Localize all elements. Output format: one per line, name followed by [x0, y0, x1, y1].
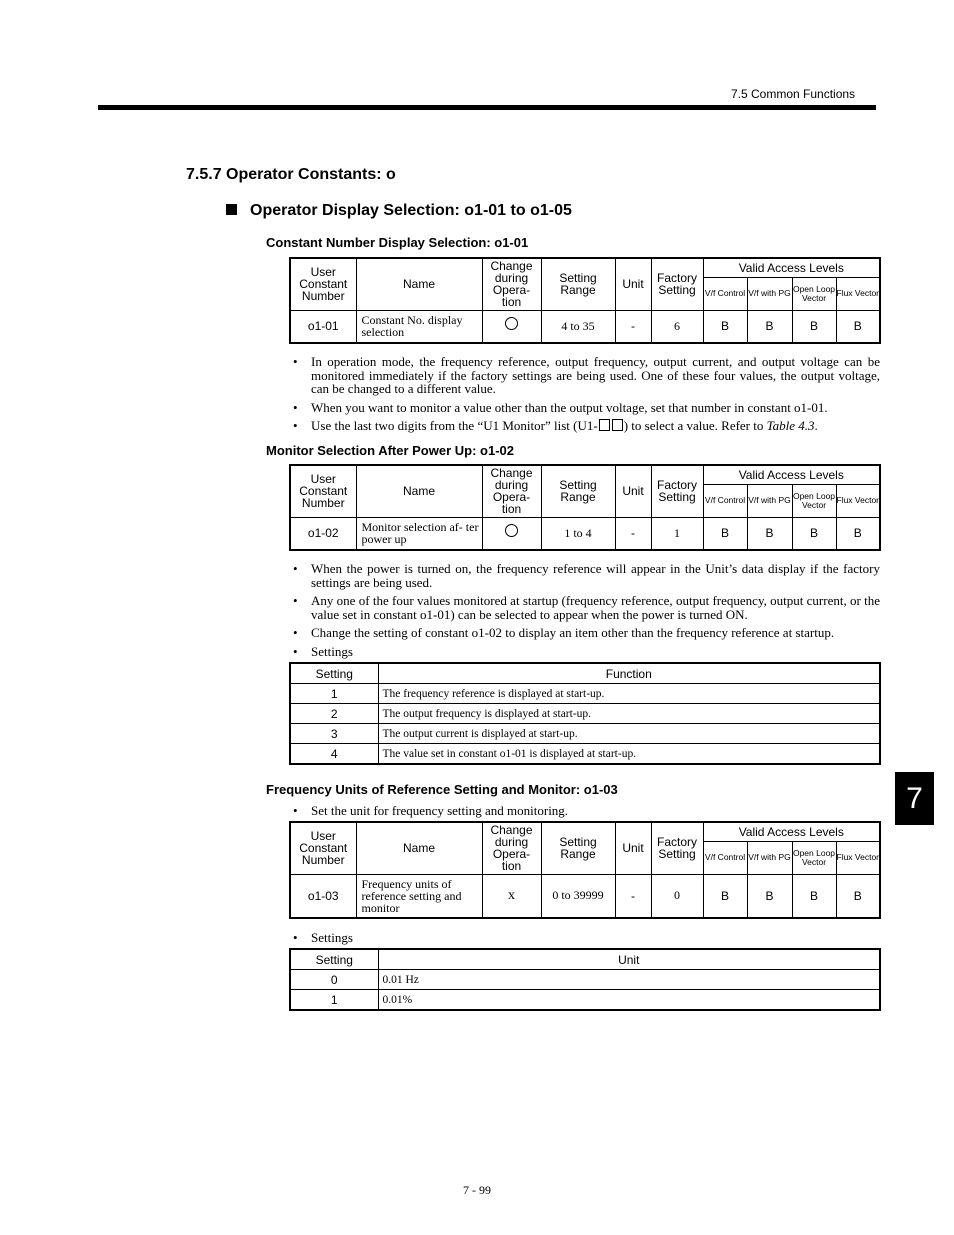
- o1-03-heading: Frequency Units of Reference Setting and Monitor: o1-03: [266, 782, 618, 797]
- header-unit: Unit: [615, 822, 651, 874]
- change-during-cell: [482, 310, 541, 343]
- settings-unit: 0.01 Hz: [378, 970, 880, 990]
- constant-name: Frequency units of reference setting and monitor: [356, 874, 482, 918]
- header-valid-access: Valid Access Levels: [703, 258, 880, 277]
- access-vf: B: [703, 310, 747, 343]
- o1-03-settings-table: [289, 948, 881, 1011]
- constant-name: Constant No. display selection: [356, 310, 482, 343]
- header-setting-range: Setting Range: [541, 258, 615, 310]
- access-open-loop: B: [792, 310, 836, 343]
- table-reference: Table 4.3: [766, 418, 815, 433]
- bullet-item: • Set the unit for frequency setting and monitoring.: [291, 804, 880, 818]
- header-name: Name: [356, 822, 482, 874]
- access-open-loop: B: [792, 517, 836, 550]
- placeholder-box-icon: [612, 419, 623, 431]
- square-bullet-icon: [226, 204, 237, 215]
- circle-icon: [505, 317, 518, 330]
- bullet-item: • When the power is turned on, the frequency reference will appear in the Unit’s data display if the factory settings are being used.: [291, 562, 880, 589]
- header-flux-vector: Flux Vector: [836, 277, 880, 310]
- bullet-item: • Change the setting of constant o1-02 to display an item other than the frequency reference at startup.: [291, 626, 880, 640]
- o1-03-intro: [291, 804, 880, 823]
- settings-value: 1: [290, 684, 378, 704]
- factory-setting: 1: [651, 517, 703, 550]
- header-user-constant: User Constant Number: [290, 465, 356, 517]
- access-open-loop: B: [792, 874, 836, 918]
- o1-01-bullets: [291, 355, 880, 438]
- header-setting-range: Setting Range: [541, 465, 615, 517]
- settings-value: 1: [290, 990, 378, 1011]
- subsection-title-text: Operator Display Selection: o1-01 to o1-05: [250, 202, 572, 219]
- change-during-cell: x: [482, 874, 541, 918]
- o1-02-bullets: [291, 562, 880, 663]
- chapter-tab: 7: [895, 772, 934, 825]
- settings-unit: 0.01%: [378, 990, 880, 1011]
- running-header: 7.5 Common Functions: [731, 87, 856, 101]
- settings-value: 3: [290, 724, 378, 744]
- header-unit: Unit: [615, 258, 651, 310]
- settings-function: The value set in constant o1-01 is displayed at start-up.: [378, 744, 880, 765]
- access-vf-pg: B: [747, 310, 792, 343]
- bullet-item: • Settings: [291, 931, 880, 945]
- header-name: Name: [356, 465, 482, 517]
- unit-value: -: [615, 517, 651, 550]
- access-flux: B: [836, 517, 880, 550]
- placeholder-box-icon: [599, 419, 610, 431]
- header-valid-access: Valid Access Levels: [703, 822, 880, 841]
- constant-number: o1-03: [290, 874, 356, 918]
- setting-range: 0 to 39999: [541, 874, 615, 918]
- o1-01-heading: Constant Number Display Selection: o1-01: [266, 235, 529, 250]
- settings-function: The frequency reference is displayed at start-up.: [378, 684, 880, 704]
- bullet-text: .: [814, 418, 818, 433]
- header-user-constant: User Constant Number: [290, 822, 356, 874]
- bullet-item: • Any one of the four values monitored at startup (frequency reference, output frequency, output current, or the value set in constant o1-01) can be selected to appear when the power is turned ON.: [291, 594, 880, 621]
- settings-header-setting: Setting: [290, 663, 378, 684]
- circle-icon: [505, 524, 518, 537]
- o1-03-settings-label: [291, 931, 880, 950]
- constant-number: o1-02: [290, 517, 356, 550]
- factory-setting: 0: [651, 874, 703, 918]
- header-change-during: Change during Opera- tion: [482, 258, 541, 310]
- settings-value: 0: [290, 970, 378, 990]
- header-open-loop: Open Loop Vector: [792, 484, 836, 517]
- header-user-constant: User Constant Number: [290, 258, 356, 310]
- constant-number: o1-01: [290, 310, 356, 343]
- bullet-item: [291, 419, 880, 433]
- subsection-title: [226, 202, 572, 220]
- o1-02-heading: Monitor Selection After Power Up: o1-02: [266, 443, 514, 458]
- settings-header-setting: Setting: [290, 949, 378, 970]
- header-vf-pg: V/f with PG: [747, 841, 792, 874]
- settings-function: The output frequency is displayed at start-up.: [378, 704, 880, 724]
- access-vf: B: [703, 874, 747, 918]
- section-title: 7.5.7 Operator Constants: o: [186, 166, 396, 183]
- header-change-during: Change during Opera- tion: [482, 465, 541, 517]
- header-vf-control: V/f Control: [703, 277, 747, 310]
- header-factory-setting: Factory Setting: [651, 465, 703, 517]
- o1-02-constant-table: [289, 464, 881, 551]
- header-change-during: Change during Opera- tion: [482, 822, 541, 874]
- setting-range: 1 to 4: [541, 517, 615, 550]
- bullet-item: • Settings: [291, 645, 880, 659]
- bullet-item: • When you want to monitor a value other than the output voltage, set that number in constant o1-01.: [291, 401, 880, 415]
- header-open-loop: Open Loop Vector: [792, 841, 836, 874]
- settings-function: The output current is displayed at start-up.: [378, 724, 880, 744]
- header-vf-pg: V/f with PG: [747, 277, 792, 310]
- bullet-item: • In operation mode, the frequency reference, output frequency, output current, and output voltage can be monitored immediately if the factory settings are being used. One of these four values, the output voltage, can be changed to a different value.: [291, 355, 880, 396]
- header-flux-vector: Flux Vector: [836, 841, 880, 874]
- access-vf: B: [703, 517, 747, 550]
- bullet-text: ) to select a value. Refer to: [623, 418, 767, 433]
- settings-value: 4: [290, 744, 378, 765]
- factory-setting: 6: [651, 310, 703, 343]
- header-factory-setting: Factory Setting: [651, 822, 703, 874]
- access-vf-pg: B: [747, 874, 792, 918]
- access-flux: B: [836, 874, 880, 918]
- o1-01-constant-table: [289, 257, 881, 344]
- bullet-text: Use the last two digits from the “U1 Monitor” list (U1-: [311, 418, 598, 433]
- settings-value: 2: [290, 704, 378, 724]
- setting-range: 4 to 35: [541, 310, 615, 343]
- header-factory-setting: Factory Setting: [651, 258, 703, 310]
- change-during-cell: [482, 517, 541, 550]
- o1-02-settings-table: [289, 662, 881, 765]
- settings-header-function: Function: [378, 663, 880, 684]
- page-number: 7 - 99: [463, 1183, 491, 1197]
- settings-header-unit: Unit: [378, 949, 880, 970]
- unit-value: -: [615, 874, 651, 918]
- header-name: Name: [356, 258, 482, 310]
- access-vf-pg: B: [747, 517, 792, 550]
- header-valid-access: Valid Access Levels: [703, 465, 880, 484]
- constant-name: Monitor selection af- ter power up: [356, 517, 482, 550]
- header-open-loop: Open Loop Vector: [792, 277, 836, 310]
- header-vf-pg: V/f with PG: [747, 484, 792, 517]
- access-flux: B: [836, 310, 880, 343]
- header-setting-range: Setting Range: [541, 822, 615, 874]
- header-vf-control: V/f Control: [703, 841, 747, 874]
- unit-value: -: [615, 310, 651, 343]
- header-unit: Unit: [615, 465, 651, 517]
- header-rule: [98, 105, 876, 110]
- o1-03-constant-table: [289, 821, 881, 919]
- header-vf-control: V/f Control: [703, 484, 747, 517]
- header-flux-vector: Flux Vector: [836, 484, 880, 517]
